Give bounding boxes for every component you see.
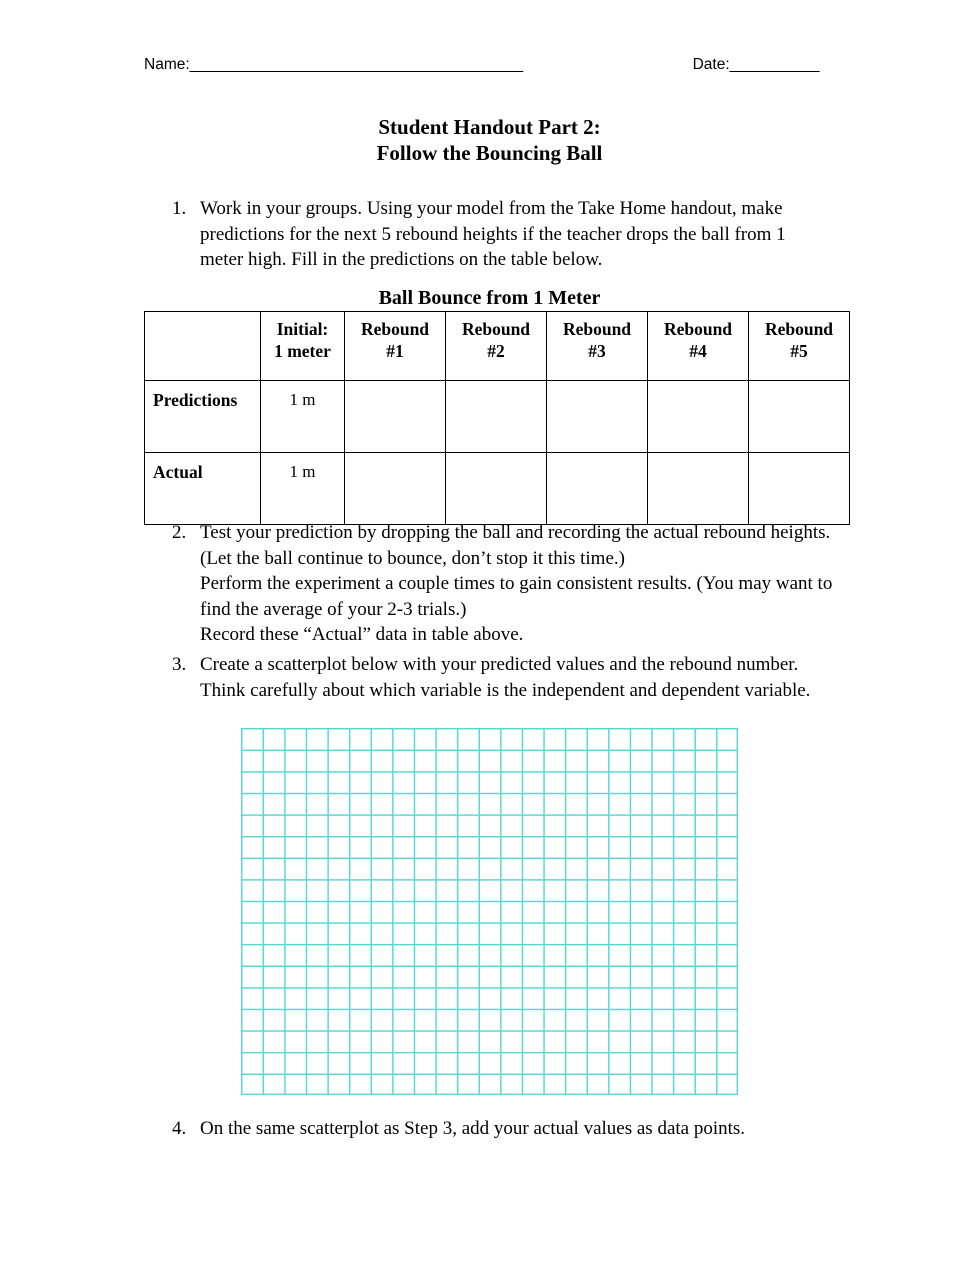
table-cell-blank[interactable] bbox=[446, 381, 547, 453]
list-item-body bbox=[200, 652, 844, 703]
date-label: Date: bbox=[692, 56, 730, 73]
list-item-line: Record these “Actual” data in table above. bbox=[200, 624, 524, 645]
list-item bbox=[172, 652, 844, 703]
table-header-corner bbox=[145, 312, 261, 381]
table-header-sub: 1 meter bbox=[274, 341, 331, 361]
table-cell-initial: 1 m bbox=[261, 381, 345, 453]
list-item-line: Work in your groups. Using your model from the Take Home handout, make predictions for the next 5 rebound heights if the teacher drops the ball from 1 meter high. Fill in the predictions on the table below. bbox=[200, 198, 786, 270]
table-header-main: Rebound bbox=[562, 319, 632, 339]
table-cell-blank[interactable] bbox=[446, 453, 547, 525]
table-header-sub: #5 bbox=[790, 341, 808, 361]
table-cell-blank[interactable] bbox=[648, 381, 749, 453]
table-header-initial bbox=[261, 312, 345, 381]
list-item-body bbox=[200, 520, 844, 648]
table-row-label-predictions: Predictions bbox=[145, 381, 261, 453]
table-cell-blank[interactable] bbox=[345, 453, 446, 525]
list-item-number: 3. bbox=[172, 654, 187, 675]
table-cell-blank[interactable] bbox=[547, 381, 648, 453]
table-cell-initial: 1 m bbox=[261, 453, 345, 525]
list-item-line: Perform the experiment a couple times to gain consistent results. (You may want to find the average of your 2-3 trials.) bbox=[200, 573, 833, 620]
table-header-main: Rebound bbox=[461, 319, 531, 339]
table-row-label-actual: Actual bbox=[145, 453, 261, 525]
date-field-group bbox=[693, 56, 819, 74]
list-item-line: Create a scatterplot below with your predicted values and the rebound number. Think carefully about which variable is the independent and dependent variable. bbox=[200, 654, 811, 701]
list-item-body bbox=[200, 196, 832, 273]
table-caption: Ball Bounce from 1 Meter bbox=[378, 287, 601, 309]
list-item-number: 4. bbox=[172, 1118, 187, 1139]
table-header-main: Initial: bbox=[276, 319, 329, 339]
table-cell-blank[interactable] bbox=[749, 453, 850, 525]
graph-paper-grid[interactable] bbox=[241, 728, 738, 1095]
page-title-line-2: Follow the Bouncing Ball bbox=[376, 141, 603, 165]
name-blank-rule[interactable]: _________________________________________ bbox=[189, 56, 523, 73]
table-row bbox=[145, 381, 850, 453]
list-item bbox=[172, 520, 844, 648]
name-field-group bbox=[144, 56, 523, 74]
list-item-line: On the same scatterplot as Step 3, add your actual values as data points. bbox=[200, 1118, 746, 1139]
table-header-rebound-2 bbox=[446, 312, 547, 381]
table-header-sub: #2 bbox=[487, 341, 505, 361]
table-header-sub: #3 bbox=[588, 341, 606, 361]
list-item-number: 2. bbox=[172, 522, 187, 543]
table-header-sub: #1 bbox=[386, 341, 404, 361]
table-header-rebound-5 bbox=[749, 312, 850, 381]
date-blank-rule[interactable]: ___________ bbox=[729, 56, 819, 73]
table-header-main: Rebound bbox=[663, 319, 733, 339]
table-cell-blank[interactable] bbox=[547, 453, 648, 525]
list-item bbox=[172, 1116, 844, 1142]
table-header-sub: #4 bbox=[689, 341, 707, 361]
table-cell-blank[interactable] bbox=[749, 381, 850, 453]
table-cell-blank[interactable] bbox=[648, 453, 749, 525]
table-row bbox=[145, 453, 850, 525]
list-item-number: 1. bbox=[172, 198, 187, 219]
page-title-line-1: Student Handout Part 2: bbox=[378, 115, 601, 139]
list-item bbox=[172, 196, 832, 273]
table-header-row bbox=[145, 312, 850, 381]
table-header-rebound-1 bbox=[345, 312, 446, 381]
name-date-header bbox=[144, 56, 844, 74]
table-cell-blank[interactable] bbox=[345, 381, 446, 453]
list-item-body bbox=[200, 1116, 844, 1142]
table-header-main: Rebound bbox=[360, 319, 430, 339]
list-item-line: Test your prediction by dropping the ball and recording the actual rebound heights. (Let the ball continue to bounce, don’t stop it this time.) bbox=[200, 522, 831, 569]
name-label: Name: bbox=[144, 56, 190, 73]
table-header-rebound-4 bbox=[648, 312, 749, 381]
table-header-main: Rebound bbox=[764, 319, 834, 339]
ball-bounce-table bbox=[144, 311, 850, 525]
page-title bbox=[0, 114, 979, 166]
table-header-rebound-3 bbox=[547, 312, 648, 381]
